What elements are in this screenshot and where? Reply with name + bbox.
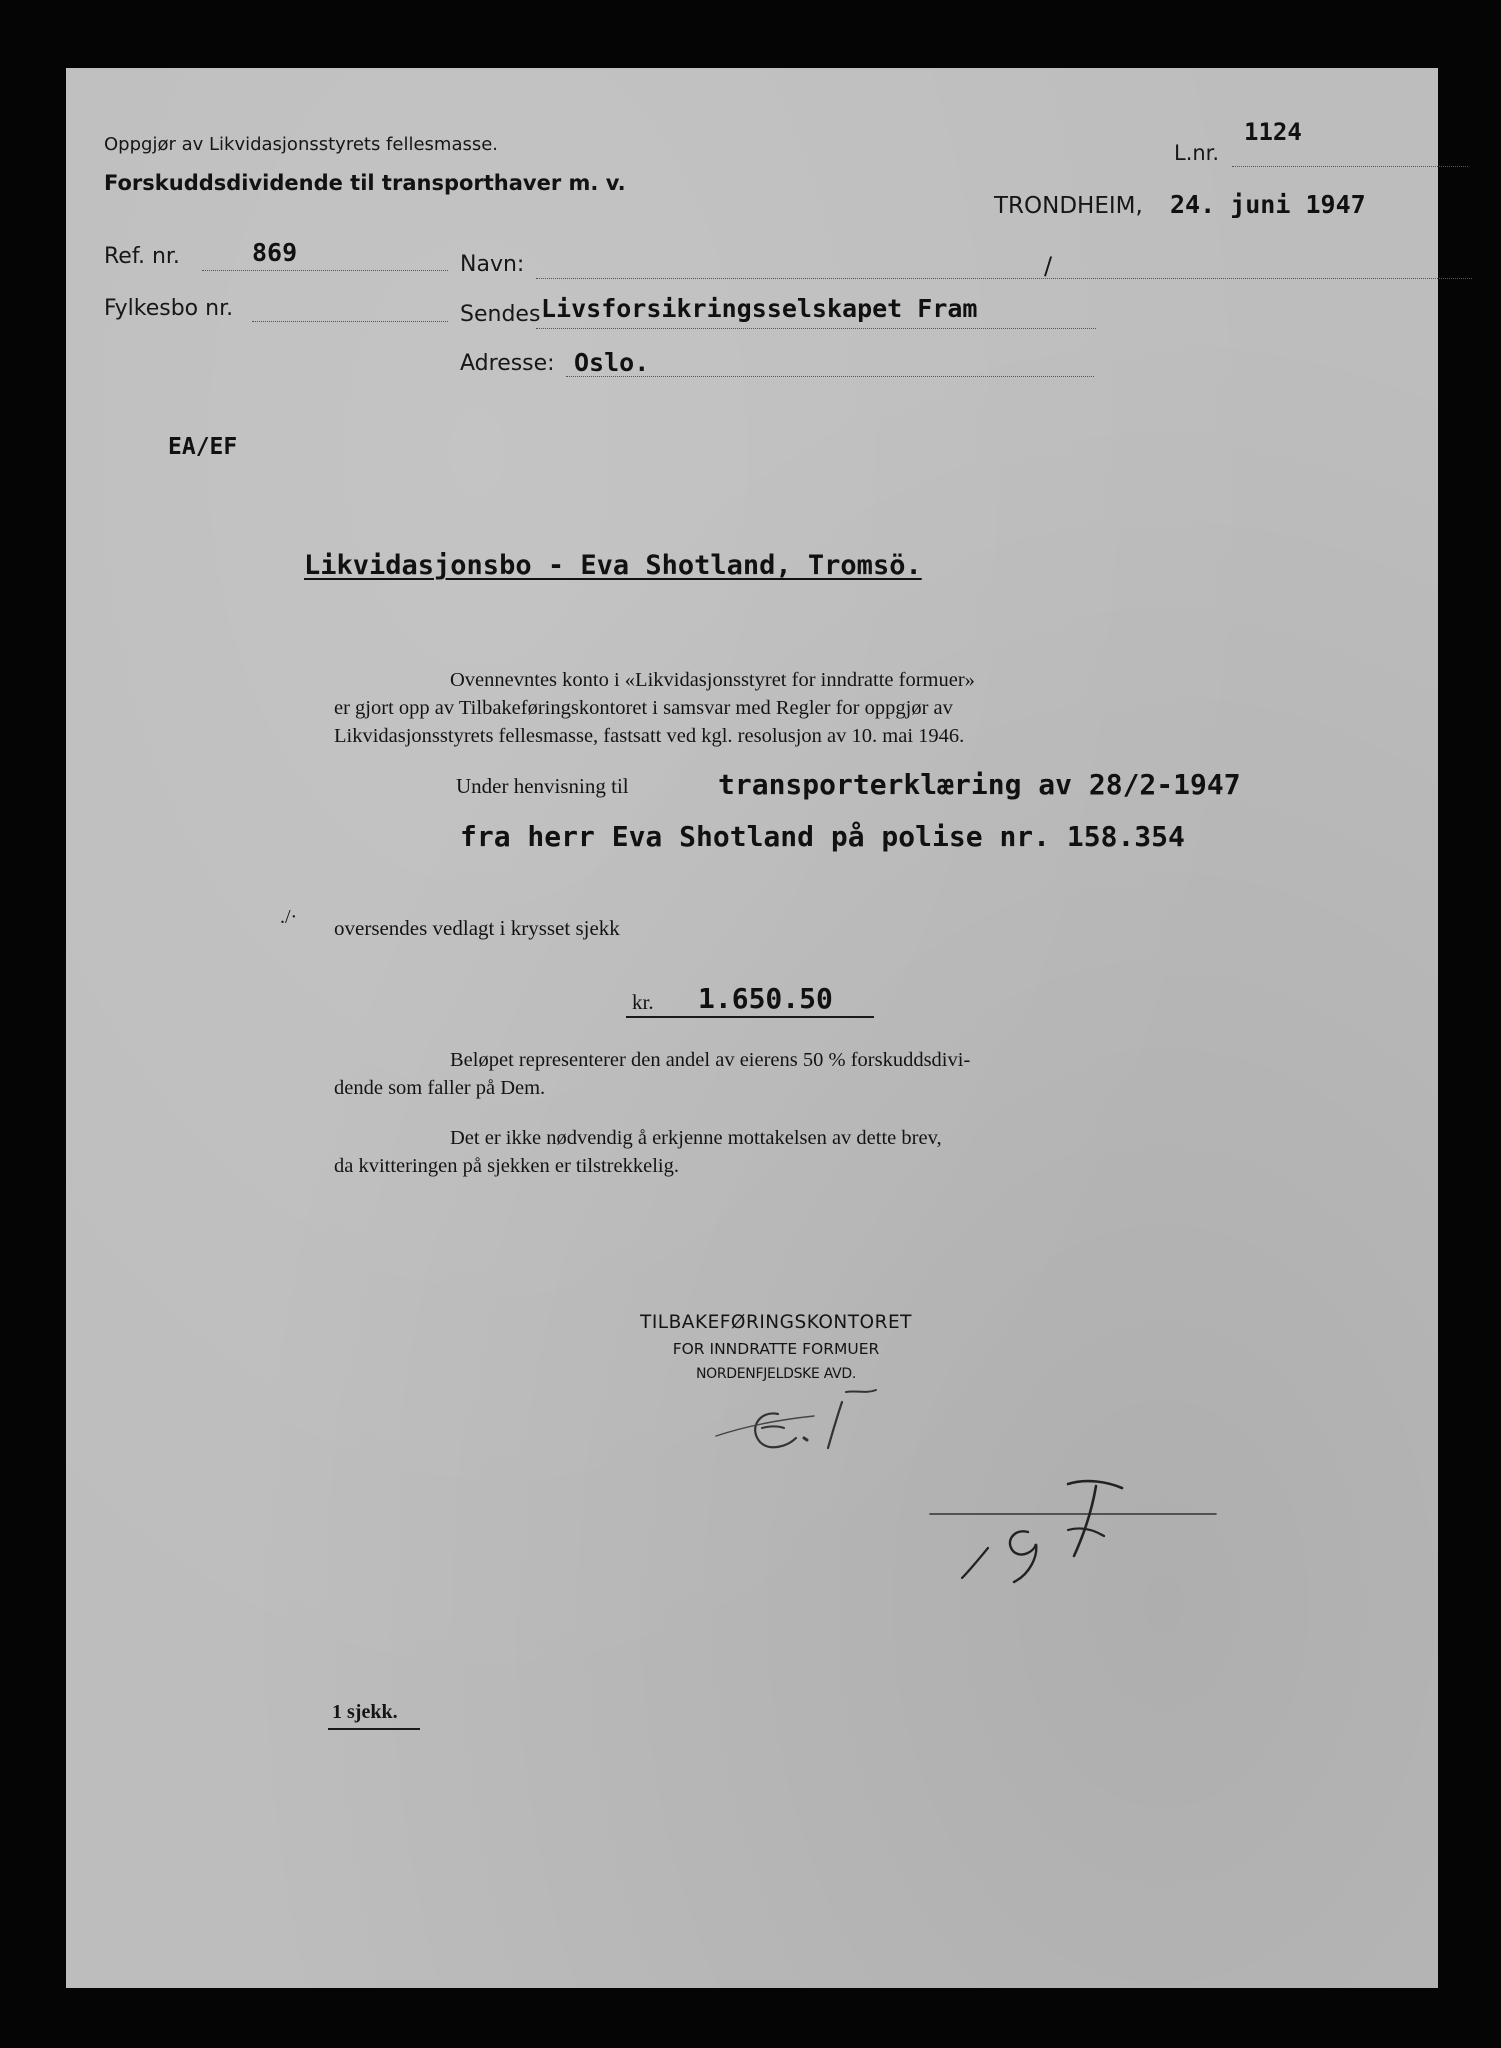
header-line-2: Forskuddsdividende til transporthaver m. v. bbox=[104, 171, 626, 195]
reference-intro: Under henvisning til bbox=[456, 774, 629, 798]
amount-value: 1.650.50 bbox=[698, 982, 833, 1015]
enclosure-underline bbox=[328, 1728, 420, 1730]
sendes-dotted-line bbox=[536, 328, 1096, 329]
initials: EA/EF bbox=[168, 434, 238, 460]
check-mark: ./· bbox=[280, 906, 298, 928]
handwritten-initials-1 bbox=[686, 1376, 916, 1496]
ref-label: Ref. nr. bbox=[104, 244, 180, 269]
adresse-value: Oslo. bbox=[574, 348, 650, 377]
lnr-dotted-line bbox=[1232, 166, 1468, 167]
stamp-line-2: FOR INNDRATTE FORMUER bbox=[672, 1340, 880, 1358]
reference-line-2: fra herr Eva Shotland på polise nr. 158.354 bbox=[460, 820, 1185, 853]
lnr-label: L.nr. bbox=[1174, 141, 1220, 165]
enclosure-note: 1 sjekk. bbox=[332, 1701, 398, 1723]
navn-dotted-line bbox=[536, 278, 1472, 279]
sendes-label: Sendes bbox=[460, 302, 541, 327]
paragraph-1-line: Likvidasjonsstyrets fellesmasse, fastsatt ved kgl. resolusjon av 10. mai 1946. bbox=[334, 725, 965, 747]
handwritten-signature-2 bbox=[918, 1470, 1248, 1600]
paragraph-2-line: Beløpet representerer den andel av eierens 50 % forskuddsdivi- bbox=[450, 1049, 971, 1071]
send-text: oversendes vedlagt i krysset sjekk bbox=[334, 916, 620, 940]
stamp-line-3: NORDENFJELDSKE AVD. bbox=[695, 1366, 857, 1382]
paragraph-1 bbox=[334, 666, 1236, 750]
stamp-line-1: TILBAKEFØRINGSKONTORET bbox=[640, 1312, 912, 1333]
paragraph-3-line: Det er ikke nødvendig å erkjenne mottakelsen av dette brev, bbox=[450, 1127, 942, 1149]
fylkesbo-dotted-line bbox=[252, 321, 448, 322]
paragraph-1-line: er gjort opp av Tilbakeføringskontoret i samsvar med Regler for oppgjør av bbox=[334, 697, 953, 719]
adresse-dotted-line bbox=[566, 376, 1094, 377]
paragraph-1-line: Ovennevntes konto i «Likvidasjonsstyret for inndratte formuer» bbox=[450, 669, 975, 691]
paragraph-3 bbox=[334, 1124, 1236, 1180]
navn-mark: / bbox=[1044, 252, 1053, 280]
paragraph-2 bbox=[334, 1046, 1236, 1102]
paragraph-2-line: dende som faller på Dem. bbox=[334, 1077, 546, 1099]
ref-dotted-line bbox=[202, 270, 448, 271]
reference-line-1: transporterklæring av 28/2-1947 bbox=[718, 768, 1241, 801]
ref-value: 869 bbox=[252, 238, 298, 267]
date-value: 24. juni 1947 bbox=[1170, 190, 1366, 219]
navn-label: Navn: bbox=[460, 252, 525, 277]
subject-line: Likvidasjonsbo - Eva Shotland, Tromsö. bbox=[304, 550, 922, 581]
amount-prefix: kr. bbox=[632, 990, 654, 1014]
fylkesbo-label: Fylkesbo nr. bbox=[104, 296, 234, 321]
adresse-label: Adresse: bbox=[460, 351, 555, 376]
amount-underline bbox=[626, 1016, 874, 1018]
letter-page bbox=[66, 68, 1438, 1988]
paragraph-3-line: da kvitteringen på sjekken er tilstrekkelig. bbox=[334, 1155, 679, 1177]
sendes-value: Livsforsikringsselskapet Fram bbox=[541, 294, 978, 323]
header-line-1: Oppgjør av Likvidasjonsstyrets fellesmasse. bbox=[104, 134, 499, 155]
lnr-value: 1124 bbox=[1244, 118, 1302, 146]
place-label: TRONDHEIM, bbox=[994, 193, 1143, 219]
